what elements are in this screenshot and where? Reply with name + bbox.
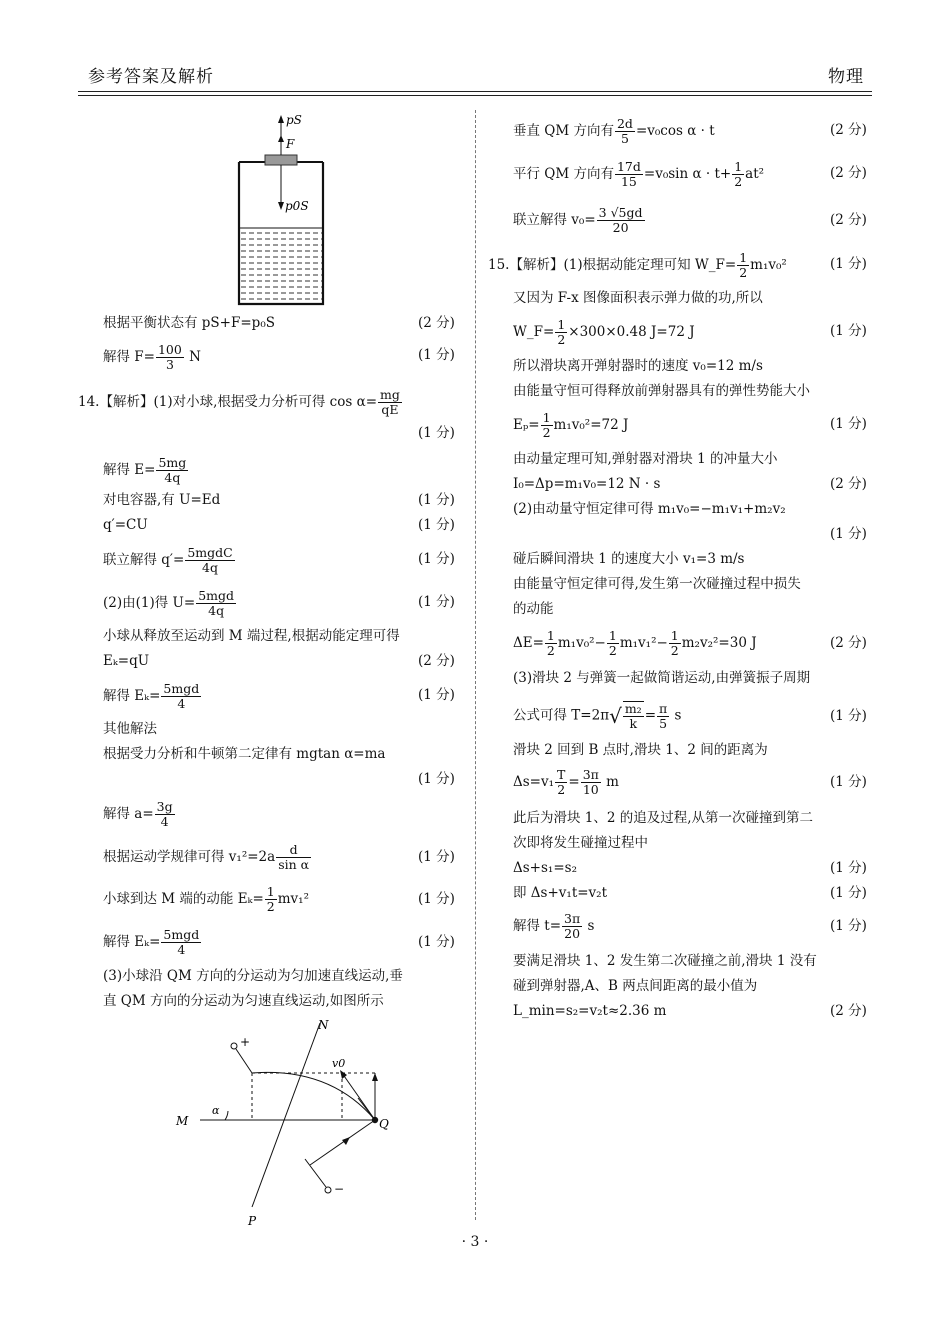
label-F: F <box>286 137 295 151</box>
score: (2 分) <box>830 635 867 651</box>
label-alpha: α <box>212 1104 220 1117</box>
line: 的动能 <box>513 601 554 617</box>
line: Δs+s₁=s₂ <box>513 860 577 876</box>
line: 根据平衡状态有 pS+F=p₀S <box>103 315 275 331</box>
label-N: N <box>318 1018 329 1032</box>
motion-diagram-figure <box>170 1015 410 1230</box>
score: (2 分) <box>830 122 867 138</box>
line: Eₖ=qU <box>103 653 150 669</box>
score: (1 分) <box>830 918 867 934</box>
line: 平行 QM 方向有 $\frac{17d}{15}$ =v₀sin α · t+ $\frac{1}{2}$ at² <box>513 159 765 189</box>
line: 垂直 QM 方向有 $\frac{2d}{5}$ =v₀cos α · t <box>513 116 715 146</box>
line: 解得 t= $\frac{3\pi}{20}$ s <box>513 911 595 941</box>
score: (1 分) <box>418 934 455 950</box>
line: 解得 Eₖ= 5mgd 4 <box>103 681 200 711</box>
line: 碰到弹射器,A、B 两点间距离的最小值为 <box>513 978 758 994</box>
score: (1 分) <box>830 323 867 339</box>
score: (1 分) <box>830 416 867 432</box>
line: 此后为滑块 1、2 的追及过程,从第一次碰撞到第二 <box>513 810 814 826</box>
line: (3)滑块 2 与弹簧一起做简谐运动,由弹簧振子周期 <box>513 670 811 686</box>
score: (1 分) <box>418 849 455 865</box>
line: 要满足滑块 1、2 发生第二次碰撞之前,滑块 1 没有 <box>513 953 817 969</box>
score: (1 分) <box>418 891 455 907</box>
line: 直 QM 方向的分运动为匀速直线运动,如图所示 <box>103 993 384 1009</box>
line: 次即将发生碰撞过程中 <box>513 835 648 851</box>
label-pS: pS <box>286 113 302 127</box>
line: 对电容器,有 U=Ed <box>103 492 221 508</box>
line: 其他解法 <box>103 721 157 737</box>
score: (1 分) <box>830 256 867 272</box>
piston-container-figure <box>225 110 345 310</box>
label-minus: − <box>334 1182 345 1196</box>
line: 由动量定理可知,弹射器对滑块 1 的冲量大小 <box>513 451 778 467</box>
header-left: 参考答案及解析 <box>88 67 214 87</box>
score: (1 分) <box>830 708 867 724</box>
line: 又因为 F-x 图像面积表示弹力做的功,所以 <box>513 290 763 306</box>
page-number: · 3 · <box>461 1234 489 1250</box>
line: 小球到达 M 端的动能 Eₖ= $\frac{1}{2}$ mv₁² <box>103 884 310 914</box>
line: Δs=v₁ $\frac{T}{2}$ = $\frac{3\pi}{10}$ m <box>513 767 619 797</box>
line: L_min=s₂=v₂t≈2.36 m <box>513 1003 667 1019</box>
header-rule-thin <box>78 95 872 96</box>
line: (3)小球沿 QM 方向的分运动为匀加速直线运动,垂 <box>103 968 403 984</box>
line: 由能量守恒可得释放前弹射器具有的弹性势能大小 <box>513 383 810 399</box>
score: (1 分) <box>418 687 455 703</box>
score: (1 分) <box>830 860 867 876</box>
line: (2)由动量守恒定律可得 m₁v₀=−m₁v₁+m₂v₂ <box>513 501 786 517</box>
line: Eₚ= $\frac{1}{2}$ m₁v₀²=72 J <box>513 410 629 440</box>
score: (1 分) <box>418 517 455 533</box>
line: 由能量守恒定律可得,发生第一次碰撞过程中损失 <box>513 576 801 592</box>
line: W_F= $\frac{1}{2}$ ×300×0.48 J=72 J <box>513 317 695 347</box>
label-P: P <box>248 1214 257 1228</box>
label-v0: v0 <box>332 1057 346 1070</box>
line: 根据受力分析和牛顿第二定律有 mgtan α=ma <box>103 746 386 762</box>
score: (2 分) <box>830 476 867 492</box>
line: (2)由(1)得 U= 5mgd 4q <box>103 588 235 618</box>
label-Q: Q <box>379 1117 389 1131</box>
header-rule <box>78 91 872 92</box>
score: (1 分) <box>418 551 455 567</box>
score: (1 分) <box>830 774 867 790</box>
line: q′=CU <box>103 517 148 533</box>
score: (1 分) <box>418 347 455 363</box>
page-header <box>78 62 872 88</box>
score: (2 分) <box>830 165 867 181</box>
line: 解得 Eₖ= 5mgd 4 <box>103 927 200 957</box>
line: 滑块 2 回到 B 点时,滑块 1、2 间的距离为 <box>513 742 768 758</box>
score: (2 分) <box>830 1003 867 1019</box>
line: 碰后瞬间滑块 1 的速度大小 v₁=3 m/s <box>513 551 745 567</box>
line: 解得 F= $\frac{100}{3}$ N <box>103 342 201 372</box>
score: (1 分) <box>830 526 867 542</box>
score: (1 分) <box>418 771 455 787</box>
line: 公式可得 T=2π√ $\frac{\text{m₂}}{k}$ = $\frac{\pi}{5}$ s <box>513 700 682 731</box>
score: (1 分) <box>418 594 455 610</box>
score: (1 分) <box>830 885 867 901</box>
question-15: 15.【解析】(1)根据动能定理可知 W_F= $\frac{1}{2}$ m₁v₀² <box>488 250 787 280</box>
column-divider <box>475 110 476 1220</box>
header-right: 物理 <box>828 67 864 87</box>
question-14: 14.【解析】(1)对小球,根据受力分析可得 cos α= $\frac{mg}{qE}$ <box>78 387 400 417</box>
score: (2 分) <box>830 212 867 228</box>
line: 联立解得 q′= 5mgdC 4q <box>103 545 233 575</box>
label-plus: + <box>240 1035 251 1049</box>
line: 解得 a= $\frac{3g}{4}$ <box>103 799 173 829</box>
score: (2 分) <box>418 315 455 331</box>
score: (1 分) <box>418 425 455 441</box>
line: 所以滑块离开弹射器时的速度 v₀=12 m/s <box>513 358 763 374</box>
line: ΔE= $\frac{1}{2}$ m₁v₀²− $\frac{1}{2}$ m₁v₁²− $\frac{1}{2}$ m₂v₂²=30 J <box>513 628 757 658</box>
line: 解得 E= $\frac{5mg}{4q}$ <box>103 455 187 485</box>
line: 联立解得 v₀= $\frac{3 √5gd}{20}$ <box>513 205 643 235</box>
score: (2 分) <box>418 653 455 669</box>
line: I₀=Δp=m₁v₀=12 N · s <box>513 476 661 492</box>
score: (1 分) <box>418 492 455 508</box>
label-M: M <box>176 1114 189 1128</box>
label-p0S: p0S <box>285 199 309 213</box>
line: 小球从释放至运动到 M 端过程,根据动能定理可得 <box>103 628 400 644</box>
line: 根据运动学规律可得 v₁²=2a $\frac{d}{\text{sin α}}$ <box>103 842 310 872</box>
line: 即 Δs+v₁t=v₂t <box>513 885 608 901</box>
